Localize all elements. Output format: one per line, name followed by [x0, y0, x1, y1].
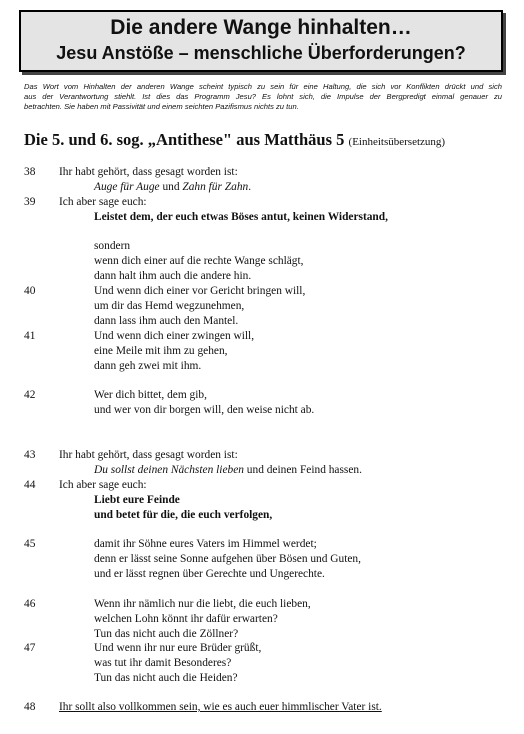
verse-number: 44 — [24, 479, 36, 491]
verse-text: Ich aber sage euch: — [59, 479, 147, 491]
verse-emphasis: Leistet dem, der euch etwas Böses antut, keinen Widerstand, — [94, 211, 388, 223]
verse-number: 47 — [24, 642, 36, 654]
verse-text: und er lässt regnen über Gerechte und Ungerechte. — [94, 568, 325, 580]
verse-number: 41 — [24, 330, 36, 342]
intro-line: Das Wort vom Hinhalten der anderen Wange scheint typisch zu sein für eine Haltung, die sich vor Konflikten drückt und sich — [24, 82, 502, 91]
verse-text: welchen Lohn könnt ihr dafür erwarten? — [94, 613, 278, 625]
verse-text: Tun das nicht auch die Zöllner? — [94, 628, 239, 640]
translation-note: (Einheitsübersetzung) — [348, 136, 446, 148]
verse-emphasis: Liebt eure Feinde — [94, 494, 180, 506]
verse-text: Und wenn ihr nur eure Brüder grüßt, — [94, 642, 262, 654]
verse-number: 39 — [24, 196, 36, 208]
verse-text: Und wenn dich einer zwingen will, — [94, 330, 255, 342]
verse-text: Wenn ihr nämlich nur die liebt, die euch lieben, — [94, 598, 311, 610]
verse-text: was tut ihr damit Besonderes? — [94, 657, 232, 669]
verse-text: Ihr habt gehört, dass gesagt worden ist: — [59, 449, 238, 461]
verse-text: wenn dich einer auf die rechte Wange schlägt, — [94, 255, 304, 267]
verse-text: Wer dich bittet, dem gib, — [94, 389, 207, 401]
verse-text: denn er lässt seine Sonne aufgehen über Bösen und Guten, — [94, 553, 361, 565]
verse-number: 40 — [24, 285, 36, 297]
quote-italic: Du sollst deinen Nächsten lieben — [94, 464, 244, 476]
verse-quote — [94, 180, 251, 194]
quote-italic: Auge für Auge — [94, 181, 160, 193]
verse-number: 42 — [24, 389, 36, 401]
verse-text: damit ihr Söhne eures Vaters im Himmel werdet; — [94, 538, 317, 550]
verse-number: 48 — [24, 701, 36, 713]
quote-italic: Zahn für Zahn — [182, 181, 249, 193]
quote-period: . — [248, 181, 252, 193]
verse-text: dann lass ihm auch den Mantel. — [94, 315, 239, 327]
page-subtitle: Jesu Anstöße – menschliche Überforderungen? — [56, 43, 466, 63]
section-heading-text: Die 5. und 6. sog. „Antithese" aus Matthäus 5 — [24, 130, 345, 149]
verse-text: Und wenn dich einer vor Gericht bringen will, — [94, 285, 306, 297]
quote-connector: und — [159, 181, 183, 193]
section-heading — [24, 130, 445, 152]
verse-text: Tun das nicht auch die Heiden? — [94, 672, 238, 684]
verse-number: 43 — [24, 449, 36, 461]
verse-emphasis: und betet für die, die euch verfolgen, — [94, 509, 273, 521]
verse-text: eine Meile mit ihm zu gehen, — [94, 345, 228, 357]
intro-paragraph — [24, 82, 502, 112]
verse-text: um dir das Hemd wegzunehmen, — [94, 300, 245, 312]
intro-line: aus der Verantwortung stiehlt. Ist dies das Programm Jesu? Es lohnt sich, die Impulse der Bergpredigt einmal genauer zu — [24, 92, 502, 101]
verse-number: 45 — [24, 538, 36, 550]
intro-line: betrachten. Sie haben mit Passivität und einem seichten Pazifismus nichts zu tun. — [24, 102, 299, 111]
verse-text: Ich aber sage euch: — [59, 196, 147, 208]
verse-number: 38 — [24, 166, 36, 178]
verse-text: dann geh zwei mit ihm. — [94, 360, 202, 372]
title-box — [19, 10, 503, 72]
page-title: Die andere Wange hinhalten… — [110, 16, 412, 39]
verse-text: dann halt ihm auch die andere hin. — [94, 270, 252, 282]
verse-text: Ihr habt gehört, dass gesagt worden ist: — [59, 166, 238, 178]
verse-quote — [94, 463, 362, 477]
quote-rest: und deinen Feind hassen. — [243, 464, 362, 476]
verse-text: und wer von dir borgen will, den weise nicht ab. — [94, 404, 315, 416]
verse-conclusion: Ihr sollt also vollkommen sein, wie es auch euer himmlischer Vater ist. — [59, 701, 382, 713]
verse-text: sondern — [94, 240, 131, 252]
verse-number: 46 — [24, 598, 36, 610]
